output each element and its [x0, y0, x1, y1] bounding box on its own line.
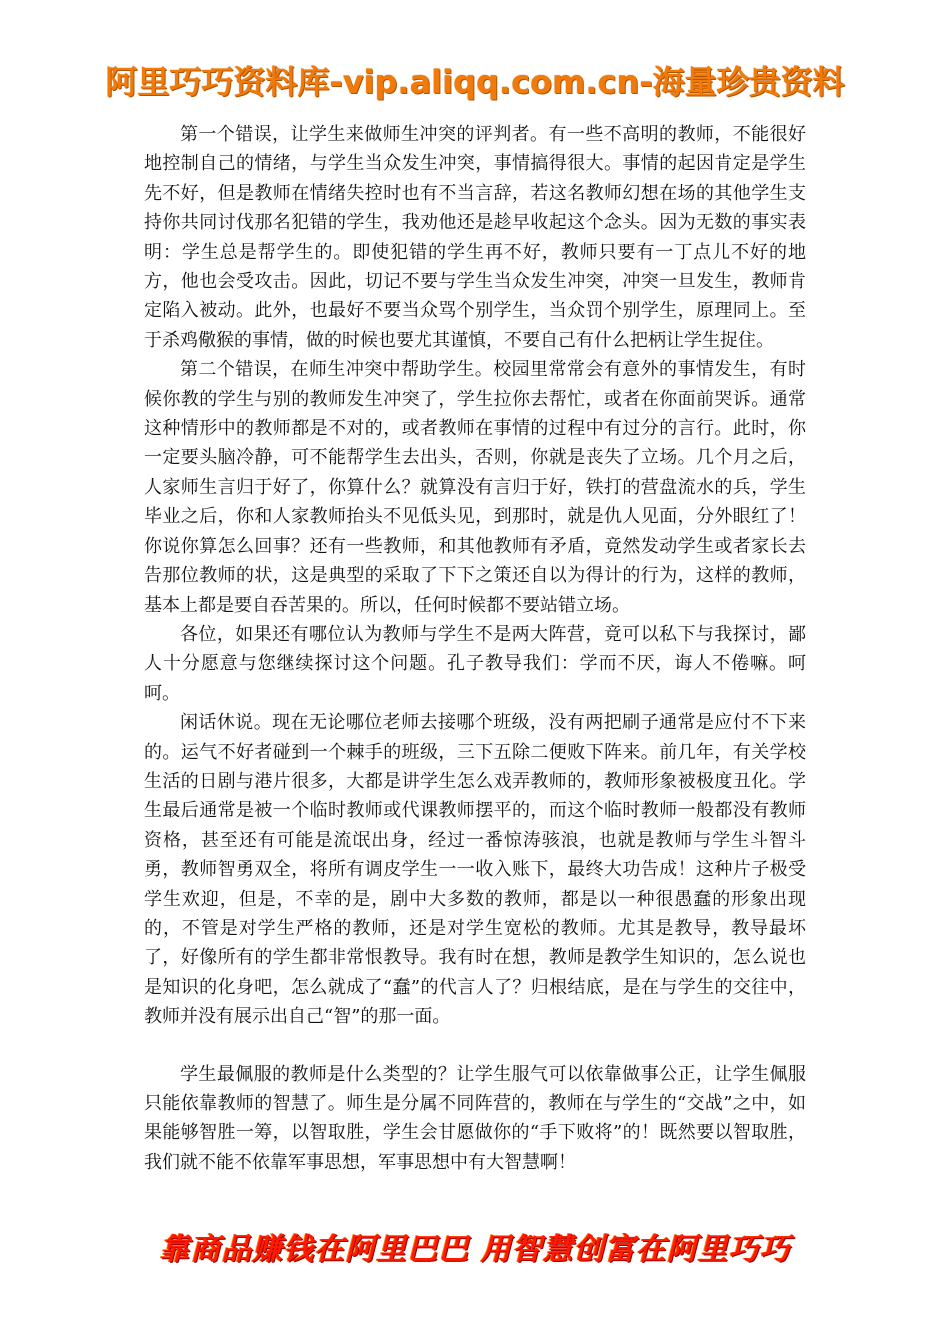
paragraph-second-mistake: 第二个错误，在师生冲突中帮助学生。校园里常常会有意外的事情发生，有时候你教的学生与别的教师发生冲突了，学生拉你去帮忙，或者在你面前哭诉。通常这种情形中的教师都是不对的，或者教师在事情的过程中有过分的言行。此时，你一定要头脑冷静，可不能帮学生去出头，否则，你就是丧失了立场。几个月之后，人家师生言归于好了，你算什么？就算没有言归于好，铁打的营盘流水的兵，学生毕业之后，你和人家教师抬头不见低头见，到那时，就是仇人见面，分外眼红了！你说你算怎么回事？还有一些教师，和其他教师有矛盾，竟然发动学生或者家长去告那位教师的状，这是典型的采取了下下之策还自以为得计的行为，这样的教师，基本上都是要自吞苦果的。所以，任何时候都不要站错立场。	[144, 359, 806, 616]
article-body	[144, 120, 806, 1177]
footer-banner: 靠商品赚钱在阿里巴巴 用智慧创富在阿里巧巧	[159, 1232, 791, 1267]
header-banner: 阿里巧巧资料库-vip.aliqq.com.cn-海量珍贵资料	[105, 63, 845, 101]
paragraph-discussion: 各位，如果还有哪位认为教师与学生不是两大阵营，竟可以私下与我探讨，鄙人十分愿意与您继续探讨这个问题。孔子教导我们：学而不厌，诲人不倦嘛。呵呵。	[144, 623, 806, 704]
paragraph-digression: 闲话休说。现在无论哪位老师去接哪个班级，没有两把刷子通常是应付不下来的。运气不好者碰到一个棘手的班级，三下五除二便败下阵来。前几年，有关学校生活的日剧与港片很多，大都是讲学生怎么戏弄教师的，教师形象被极度丑化。学生最后通常是被一个临时教师或代课教师摆平的，而这个临时教师一般都没有教师资格，甚至还有可能是流氓出身，经过一番惊涛骇浪，也就是教师与学生斗智斗勇，教师智勇双全，将所有调皮学生一一收入账下，最终大功告成！这种片子极受学生欢迎，但是，不幸的是，剧中大多数的教师，都是以一种很愚蠢的形象出现的，不管是对学生严格的教师，还是对学生宽松的教师。尤其是教导，教导最坏了，好像所有的学生都非常恨教导。我有时在想，教师是教学生知识的，怎么说也是知识的化身吧，怎么就成了“蠢”的代言人了？归根结底，是在与学生的交往中，教师并没有展示出自己“智”的那一面。	[144, 712, 806, 1028]
paragraph-first-mistake: 第一个错误，让学生来做师生冲突的评判者。有一些不高明的教师，不能很好地控制自己的情绪，与学生当众发生冲突，事情搞得很大。事情的起因肯定是学生先不好，但是教师在情绪失控时也有不当言辞，若这名教师幻想在场的其他学生支持你共同讨伐那名犯错的学生，我劝他还是趁早收起这个念头。因为无数的事实表明：学生总是帮学生的。即使犯错的学生再不好，教师只要有一丁点儿不好的地方，他也会受攻击。因此，切记不要与学生当众发生冲突，冲突一旦发生，教师肯定陷入被动。此外，也最好不要当众骂个别学生，当众罚个别学生，原理同上。至于杀鸡儆猴的事情，做的时候也要尤其谨慎，不要自己有什么把柄让学生捉住。	[144, 124, 806, 351]
paragraph-wisdom: 学生最佩服的教师是什么类型的？让学生服气可以依靠做事公正，让学生佩服只能依靠教师的智慧了。师生是分属不同阵营的，教师在与学生的“交战”之中，如果能够智胜一筹，以智取胜，学生会甘愿做你的“手下败将”的！既然要以智取胜，我们就不能不依靠军事思想，军事思想中有大智慧啊！	[144, 1063, 806, 1173]
